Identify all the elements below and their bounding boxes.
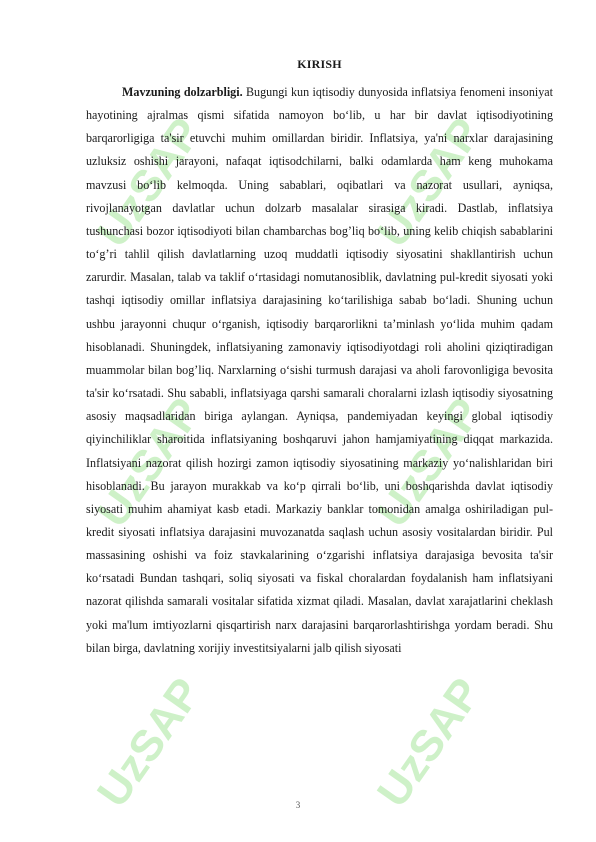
lead-label: Mavzuning dolzarbligi. (122, 85, 243, 99)
page-title: KIRISH (297, 57, 342, 71)
watermark-1: UzSAP (88, 109, 211, 256)
watermark-2: UzSAP (368, 109, 491, 256)
paragraph-text: Bugungi kun iqtisodiy dunyosida inflatsiya fenomeni insoniyat hayotining ajralmas qismi sifatida namoyon bo‘lib, u har bir davlat iqtisodiyotining barqarorligiga ta'sir etuvchi muhim omillardan biridir. Inflatsiya, ya'ni narxlar darajasining uzluksiz oshishi jarayoni, nafaqat iqtisodchilarni, balki odamlarda ham keng muhokama mavzusi bo‘lib kelmoqda. Uning sabablari, oqibatlari va nazorat usullari, ayniqsa, rivojlanayotgan davlatlar uchun dolzarb masalalar sirasiga kiradi. Dastlab, inflatsiya tushunchasi bozor iqtisodiyoti bilan chambarchas bog’liq bo‘lib, uning kelib chiqish sabablarini to‘g’ri tahlil qilish davlatlarning uzoq muddatli iqtisodiy siyosatini shakllantirish uchun zarurdir. Masalan, talab va taklif o‘rtasidagi nomutanosiblik, davlatning pul-kredit siyosati yoki tashqi iqtisodiy omillar inflatsiya darajasining ko‘tarilishiga sabab bo‘ladi. Shuning uchun ushbu jarayonni chuqur o‘rganish, iqtisodiy barqarorlikni ta’minlash yo‘lida muhim qadam hisoblanadi. Shuningdek, inflatsiyaning zamonaviy iqtisodiyotdagi roli aholini qiziqtiradigan muammolar bilan bog’liq. Narxlarning o‘sishi turmush darajasi va aholi farovonligiga bevosita ta'sir ko‘rsatadi. Shu sababli, inflatsiyaga qarshi samarali choralarni izlash iqtisodiy siyosatning asosiy maqsadlaridan biriga aylangan. Ayniqsa, pandemiyadan keyingi global iqtisodiy qiyinchiliklar sharoitida inflatsiyaning boshqaruvi jahon hamjamiyatining diqqat markazida. Inflatsiyani nazorat qilish hozirgi zamon iqtisodiy siyosatining markaziy yo‘nalishlaridan biri hisoblanadi. Bu jarayon murakkab va ko‘p qirrali bo‘lib, uni boshqarishda davlat iqtisodiy siyosati muhim ahamiyat kasb etadi. Markaziy banklar tomonidan amalga oshiriladigan pul-kredit siyosati inflatsiya darajasini muvozanatda saqlash uchun asosiy vositalardan biridir. Pul massasining oshishi va foiz stavkalarining o‘zgarishi inflatsiya darajasiga bevosita ta'sir ko‘rsatadi Bundan tashqari, soliq siyosati va fiskal choralardan foydalanish ham inflatsiyani nazorat qilishda samarali vositalar sifatida xizmat qiladi. Masalan, davlat xarajatlarini cheklash yoki ma'lum imtiyozlarni qisqartirish narx darajasini barqarorlashtirishga yordam beradi. Shu bilan birga, davlatning xorijiy investitsiyalarni jalb qilish siyosati (86, 85, 554, 655)
watermark-6: UzSAP (368, 669, 491, 816)
body-paragraph (86, 81, 553, 660)
page-number: 3 (295, 800, 301, 810)
watermark-5: UzSAP (88, 669, 211, 816)
watermark-3: UzSAP (88, 389, 211, 536)
watermark-4: UzSAP (368, 389, 491, 536)
document-page (86, 56, 553, 660)
